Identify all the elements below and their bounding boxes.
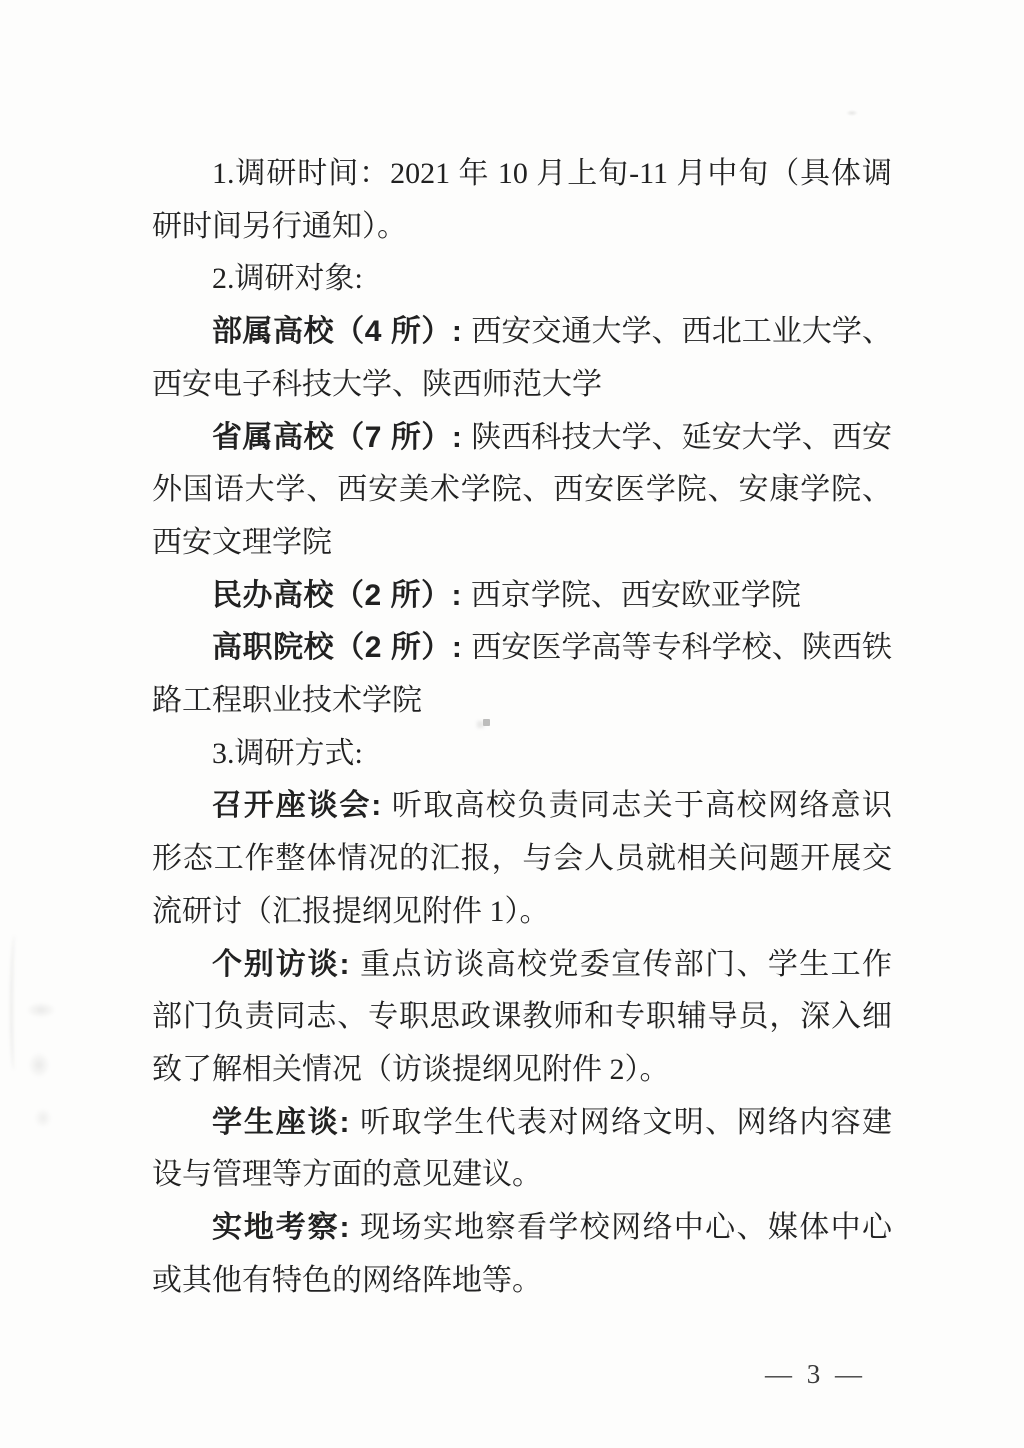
scan-artifact [10,935,19,1070]
paragraph-text: 西安医学高等专科学校、陕西铁路工程职业技术学院 [152,631,892,718]
paragraph-method-interviews [152,939,892,1097]
paragraph-method-symposium [152,780,892,938]
paragraph-vocational-colleges [152,622,892,727]
paragraph-lead: 民办高校（2 所）: [212,578,471,612]
paragraph-survey-time [152,148,892,253]
paragraph-text: 陕西科技大学、延安大学、西安外国语大学、西安美术学院、西安医学院、安康学院、西安文理学院 [152,420,892,559]
paragraph-private-universities [152,570,892,623]
paragraph-text: 听取学生代表对网络文明、网络内容建设与管理等方面的意见建议。 [152,1105,893,1192]
paragraph-lead: 部属高校（4 所）: [212,315,472,349]
page-number: — 3 — [765,1359,866,1389]
paragraph-text: 听取高校负责同志关于高校网络意识形态工作整体情况的汇报，与会人员就相关问题开展交流研讨（汇报提纲见附件 1）。 [152,789,892,928]
paragraph-ministry-universities [152,306,892,411]
paragraph-lead: 实地考察: [212,1211,361,1245]
paragraph-lead: 召开座谈会: [212,789,392,823]
paragraph-provincial-universities [152,412,892,570]
paragraph-text: 西安交通大学、西北工业大学、西安电子科技大学、陕西师范大学 [152,315,892,401]
paragraph-lead: 高职院校（2 所）: [212,631,472,665]
paragraph-method-site-visits [152,1202,892,1307]
paragraph-lead: 学生座谈: [212,1105,361,1139]
paragraph-text: 重点访谈高校党委宣传部门、学生工作部门负责同志、专职思政课教师和专职辅导员，深入细致了解相关情况（访谈提纲见附件 2）。 [152,947,893,1086]
paragraph-method-student-talks [152,1097,892,1202]
paragraph-text: 3.调研方式: [212,736,363,770]
paragraph-text: 西京学院、西安欧亚学院 [470,578,801,612]
paragraph-survey-methods-heading [152,728,892,781]
paragraph-survey-targets-heading [152,253,892,306]
paragraph-lead: 个别访谈: [212,947,361,981]
paragraph-text: 2.调研对象: [212,262,363,296]
scan-artifact [34,1108,52,1128]
paragraph-text: 现场实地察看学校网络中心、媒体中心或其他有特色的网络阵地等。 [152,1211,893,1297]
scan-artifact [26,1002,56,1018]
scan-artifact [846,110,858,116]
paragraph-lead: 省属高校（7 所）: [212,420,472,454]
paragraph-text: 1.调研时间：2021 年 10 月上旬-11 月中旬（具体调研时间另行通知）。 [152,157,892,243]
document-body-text [152,148,892,1307]
scan-artifact [28,1052,50,1078]
